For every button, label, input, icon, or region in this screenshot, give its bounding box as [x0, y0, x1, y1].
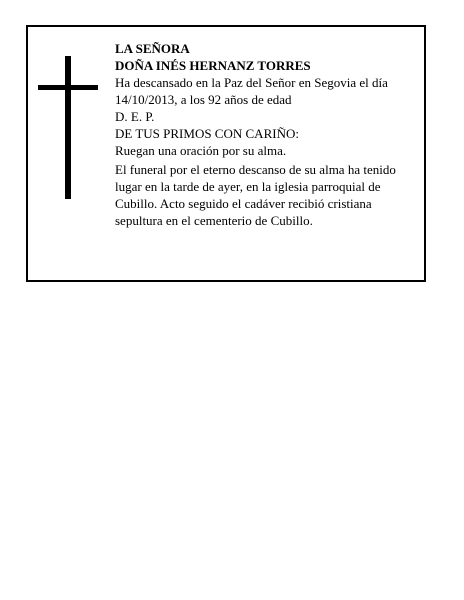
- prayer-text: Ruegan una oración por su alma.: [115, 143, 287, 158]
- funeral-line: El funeral por el eterno descanso de su alma ha tenido: [115, 162, 396, 177]
- death-line-2: 14/10/2013, a los 92 años de edad: [115, 92, 292, 107]
- rip-text: D. E. P.: [115, 109, 155, 124]
- cross-horizontal-bar: [38, 85, 98, 90]
- deceased-name: DOÑA INÉS HERNANZ TORRES: [115, 58, 311, 73]
- death-line-1: Ha descansado en la Paz del Señor en Segovia el día: [115, 75, 388, 90]
- cross-vertical-bar: [65, 56, 71, 199]
- obituary-notice: [26, 25, 426, 282]
- funeral-line: Cubillo. Acto seguido el cadáver recibió cristiana: [115, 196, 372, 211]
- funeral-line: lugar en la tarde de ayer, en la iglesia parroquial de: [115, 179, 381, 194]
- funeral-paragraph: [115, 161, 420, 229]
- from-text: DE TUS PRIMOS CON CARIÑO:: [115, 126, 299, 141]
- obituary-title: LA SEÑORA: [115, 41, 190, 56]
- funeral-line: sepultura en el cementerio de Cubillo.: [115, 213, 313, 228]
- obituary-text: [115, 40, 420, 229]
